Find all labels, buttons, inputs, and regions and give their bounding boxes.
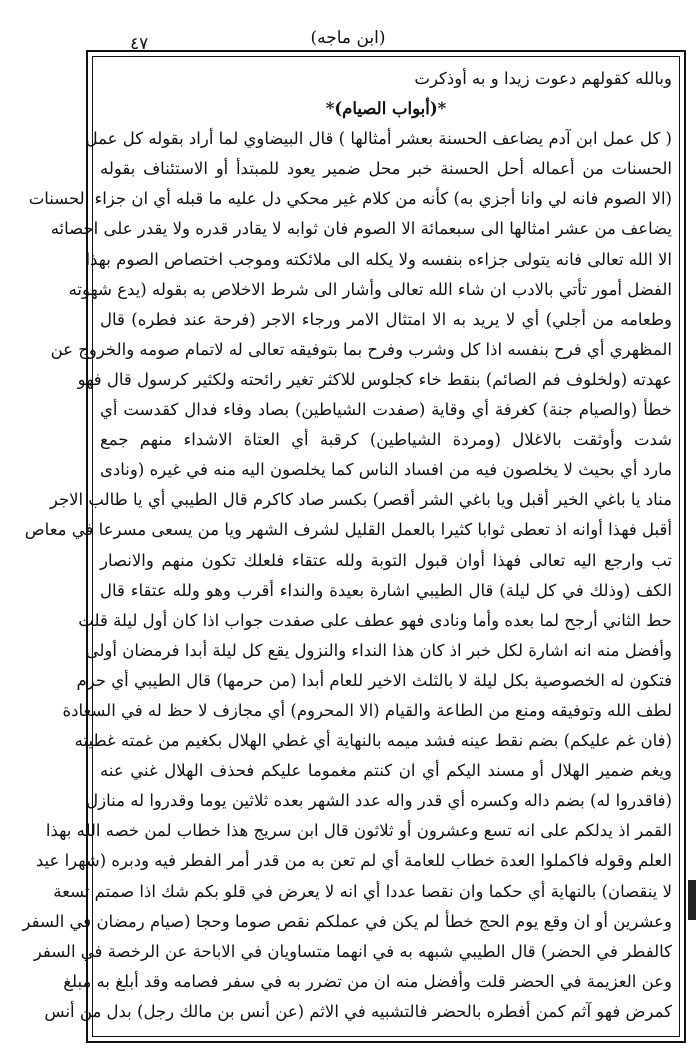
text-line: العلم وقوله فاكملوا العدة خطاب للعامة أي لم تعن به من قدر أمر الفطر فيه ودبره (شهرا عيد (35, 851, 672, 871)
running-title: (ابن ماجه) (310, 28, 386, 48)
page-number: ٤٧ (130, 34, 149, 54)
text-line: لا ينقصان) بالنهاية أي حكما وان نقصا عددا أي انه لا يعرض في قلو بكم شك اذا صمتم تسعة (53, 881, 672, 901)
text-line: كمرض فهو آثم كمن أفطره بالحضر فالتشبيه في الاثم (عن أنس بن مالك رجل) بدل من أنس (44, 1001, 672, 1021)
text-line: مناد يا باغي الخير أقبل ويا باغي الشر أقصر) بكسر صاد كاكرم قال الطيبي أي يا طالب الاجر (49, 490, 672, 510)
margin-scan-mark (688, 880, 696, 920)
text-line: ( كل عمل ابن آدم يضاعف الحسنة بعشر أمثالها ) قال البيضاوي لما أراد بقوله كل عمل (85, 129, 672, 149)
text-line: لطف الله وتوفيقه ومنع من الطاعة والقيام (الا المحروم) أي مجازف لا حظ له في السعادة (62, 700, 672, 720)
text-line: الا الله تعالى فانه يتولى جزاءه بنفسه ولا يكله الى ملائكته وموجب اختصاص الصوم بهذا (85, 249, 672, 269)
text-line: الكف (وذلك في كل ليلة) قال الطيبي اشارة بعيدة والنداء أقرب وهو ولله عتقاء قال (100, 580, 672, 600)
text-line: ويغم ضمير الهلال أو مسند اليكم أي ان كنتم مغموما عليكم فحذف الهلال غني عنه (100, 761, 672, 781)
text-line: وعن العزيمة في الحضر قلت وأفضل منه ان من تضرر به في سفر فصامه وقد أبلغ به مبلغ (63, 971, 672, 991)
text-line: وعشرين أو ان وقع يوم الحج خطأ لم يكن في عملكم نقص صوما وحجا (صيام رمضان في السفر (22, 911, 672, 931)
text-line: وطعامه من أجلي) أي لا يريد به الا امتثال الامر ورجاء الاجر (فرحة عند فطره) قال (100, 309, 672, 329)
body-text (22, 64, 672, 1027)
text-line: (الا الصوم فانه لي وانا أجزي به) كأنه من كلام غير محكي دل عليه ما قبله أي ان جزاء الحسنات (28, 189, 672, 209)
text-line: شدت وأوثقت بالاغلال (ومردة الشياطين) كرقبة أي العتاة الاشداء منهم جمع (100, 430, 672, 450)
text-line: فتكون له الخصوصية بكل ليلة لا بالثلث الاخير للعام أبدا (من حرمها) قال الطيبي أي حرم (76, 670, 672, 690)
text-line: حط الثاني أرجح لما بعده وأما ونادى فهو عطف على صفدت جواب اذا كان أول ليلة قلت (78, 610, 672, 630)
text-line: مارد أي بحيث لا يخلصون فيه من افساد الناس كما يخلصون اليه منه في غيره (ونادى (100, 460, 672, 480)
text-line: خطأ (والصيام جنة) كغرفة أي وقاية (صفدت الشياطين) بصاد وفاء فدال كقدست أي (100, 400, 672, 420)
text-line: الفضل أمور تأتي بالادب ان شاء الله تعالى وأشار الى شرط الاخلاص به بقوله (يدع شهوته (68, 279, 672, 299)
text-line: الحسنات من أعماله أحل الحسنة خبر محل ضمير يعود للمبتدأ أو الاستئناف بقوله (100, 159, 672, 179)
text-line: وبالله كقولهم دعوت زيدا و به أوذكرت (414, 69, 672, 88)
text-line: يضاعف من عشر امثالها الى سبعمائة الا الصوم فان ثوابه لا يقادر قدره ولا يقدر على احصائه (50, 219, 672, 239)
text-line: المظهري أي فرح بنفسه اذا كل وشرب وفرح بما بتوفيقه تعالى له لاتمام صومه والخروج عن (50, 339, 672, 359)
text-line: (فاقدروا له) بضم داله وكسره أي قدر واله عدد الشهر بعده ثلاثين يوما وقدروا له منازل (86, 791, 672, 811)
text-line: عهدته (ولخلوف فم الصائم) بنقط خاء كجلوس للاكثر تغير رائحته ولكثير كرسول قال فهو (77, 369, 672, 389)
text-line: أقبل فهذا أوانه اذ تعطى ثوابا كثيرا بالعمل القليل لشرف الشهر ويا من يسعى مسرعا في معاص (24, 520, 672, 540)
text-line: (فان غم عليكم) بضم نقط عينه فشد ميمه بالنهاية أي غطي الهلال بكغيم من غمته غطيته (74, 731, 672, 751)
text-line: تب وارجع اليه تعالى فهذا أوان قبول التوبة ولله عتقاء فلعلك تكون منهم والانصار (100, 550, 672, 570)
text-line: القمر اذ يدلكم على انه تسع وعشرون أو ثلاثون قال ابن سريج هذا خطاب لمن خصه الله بهذا (45, 821, 672, 841)
section-heading: *(أبواب الصيام)* (325, 99, 447, 119)
text-line: وأفضل منه انه اشارة لكل خبر اذ كان هذا النداء والنزول يقع كل ليلة أبدا فرمضان أولى (85, 640, 672, 660)
text-line: كالفطر في الحضر) قال الطيبي شبهه به في انهما متساويان في الاباحة عن الرخصة في السفر (33, 941, 672, 961)
